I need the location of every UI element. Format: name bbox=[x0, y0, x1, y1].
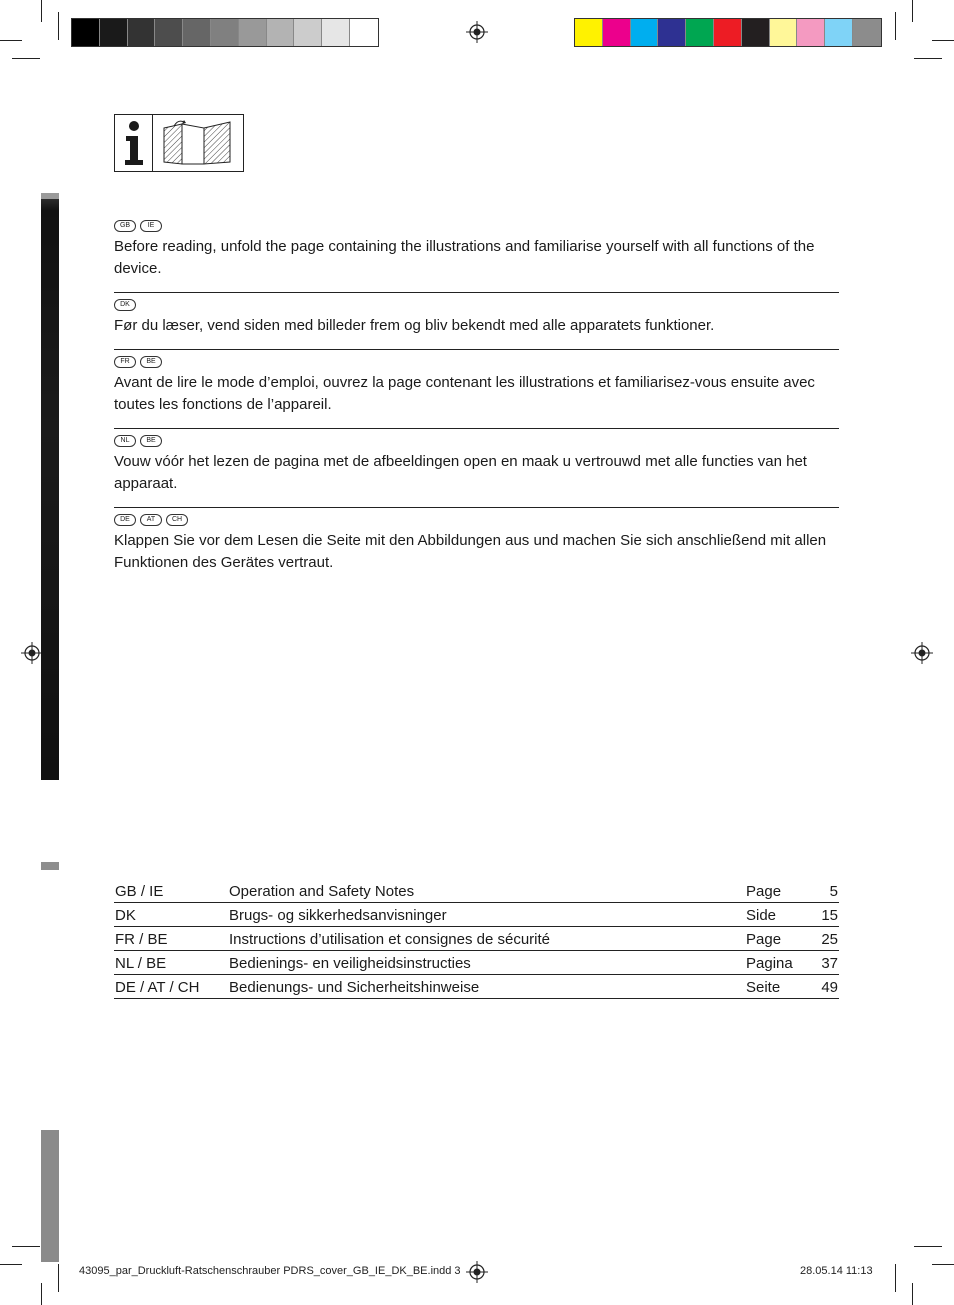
toc-title: Instructions d’utilisation et consignes de sécurité bbox=[228, 926, 745, 950]
color-swatch bbox=[603, 19, 631, 46]
toc-title: Brugs- og sikkerhedsanvisninger bbox=[228, 902, 745, 926]
country-codes bbox=[114, 356, 839, 368]
country-codes bbox=[114, 220, 839, 232]
country-code-badge: CH bbox=[166, 514, 188, 526]
side-grey-bar bbox=[41, 1130, 59, 1262]
date-slug: 28.05.14 11:13 bbox=[800, 1265, 873, 1277]
section-text: Før du læser, vend siden med billeder frem og bliv bekendt med alle apparatets funktioner. bbox=[114, 317, 715, 334]
color-swatch bbox=[322, 19, 350, 46]
registration-mark-icon bbox=[466, 1261, 488, 1283]
country-code-badge: IE bbox=[140, 220, 162, 232]
color-swatch bbox=[853, 19, 881, 46]
section-text: Klappen Sie vor dem Lesen die Seite mit den Abbildungen aus und machen Sie sich anschließend mit allen Funktionen des Gerätes vertraut. bbox=[114, 532, 827, 571]
color-swatch bbox=[72, 19, 100, 46]
toc-page-label: Page bbox=[745, 878, 805, 902]
toc-page-number: 15 bbox=[805, 902, 839, 926]
color-swatch bbox=[183, 19, 211, 46]
toc-title: Bedienungs- und Sicherheitshinweise bbox=[228, 974, 745, 998]
country-code-badge: FR bbox=[114, 356, 136, 368]
side-bleed-bar-top bbox=[41, 193, 59, 199]
language-section bbox=[114, 428, 839, 507]
section-text: Vouw vóór het lezen de pagina met de afbeeldingen open en maak u vertrouwd met alle functies van het apparaat. bbox=[114, 453, 807, 492]
toc-page-number: 49 bbox=[805, 974, 839, 998]
toc-country: NL / BE bbox=[114, 950, 228, 974]
color-swatch bbox=[686, 19, 714, 46]
language-section bbox=[114, 349, 839, 428]
language-section bbox=[114, 214, 839, 292]
color-swatch bbox=[770, 19, 798, 46]
country-code-badge: NL bbox=[114, 435, 136, 447]
info-icon-group bbox=[114, 114, 244, 172]
toc-page-number: 5 bbox=[805, 878, 839, 902]
language-section bbox=[114, 292, 839, 349]
color-swatch bbox=[658, 19, 686, 46]
toc-row bbox=[114, 950, 839, 974]
toc-page-number: 25 bbox=[805, 926, 839, 950]
color-bar bbox=[574, 18, 882, 47]
color-swatch bbox=[239, 19, 267, 46]
color-swatch bbox=[631, 19, 659, 46]
toc-page-label: Pagina bbox=[745, 950, 805, 974]
color-swatch bbox=[155, 19, 183, 46]
toc-page-number: 37 bbox=[805, 950, 839, 974]
country-codes bbox=[114, 299, 839, 311]
toc-country: DE / AT / CH bbox=[114, 974, 228, 998]
section-text: Avant de lire le mode d’emploi, ouvrez la page contenant les illustrations et familiarisez-vous ensuite avec toutes les fonctions de l’appareil. bbox=[114, 374, 815, 413]
color-swatch bbox=[294, 19, 322, 46]
toc-page-label: Page bbox=[745, 926, 805, 950]
country-codes bbox=[114, 514, 839, 526]
file-slug: 43095_par_Druckluft-Ratschenschrauber PDRS_cover_GB_IE_DK_BE.indd 3 bbox=[79, 1265, 461, 1277]
language-section bbox=[114, 507, 839, 586]
registration-mark-icon bbox=[911, 642, 933, 664]
instruction-sections bbox=[114, 214, 839, 586]
color-swatch bbox=[797, 19, 825, 46]
toc-row bbox=[114, 878, 839, 902]
registration-mark-icon bbox=[21, 642, 43, 664]
color-swatch bbox=[350, 19, 378, 46]
color-swatch bbox=[742, 19, 770, 46]
toc-row bbox=[114, 974, 839, 998]
color-swatch bbox=[128, 19, 156, 46]
color-swatch bbox=[211, 19, 239, 46]
toc-title: Operation and Safety Notes bbox=[228, 878, 745, 902]
country-code-badge: DE bbox=[114, 514, 136, 526]
color-swatch bbox=[267, 19, 295, 46]
table-of-contents bbox=[114, 878, 839, 999]
color-swatch bbox=[825, 19, 853, 46]
grayscale-bar bbox=[71, 18, 379, 47]
color-swatch bbox=[714, 19, 742, 46]
toc-page-label: Seite bbox=[745, 974, 805, 998]
country-codes bbox=[114, 435, 839, 447]
toc-title: Bedienings- en veiligheidsinstructies bbox=[228, 950, 745, 974]
unfold-page-icon bbox=[153, 114, 244, 172]
country-code-badge: GB bbox=[114, 220, 136, 232]
toc-row bbox=[114, 926, 839, 950]
color-swatch bbox=[575, 19, 603, 46]
country-code-badge: AT bbox=[140, 514, 162, 526]
country-code-badge: BE bbox=[140, 435, 162, 447]
toc-country: DK bbox=[114, 902, 228, 926]
toc-row bbox=[114, 902, 839, 926]
toc-country: GB / IE bbox=[114, 878, 228, 902]
color-swatch bbox=[100, 19, 128, 46]
section-text: Before reading, unfold the page containing the illustrations and familiarise yourself with all functions of the device. bbox=[114, 238, 815, 277]
info-icon bbox=[114, 114, 153, 172]
registration-mark-icon bbox=[466, 21, 488, 43]
country-code-badge: BE bbox=[140, 356, 162, 368]
toc-country: FR / BE bbox=[114, 926, 228, 950]
side-marker bbox=[41, 862, 59, 870]
toc-page-label: Side bbox=[745, 902, 805, 926]
side-bleed-bar bbox=[41, 193, 59, 780]
country-code-badge: DK bbox=[114, 299, 136, 311]
